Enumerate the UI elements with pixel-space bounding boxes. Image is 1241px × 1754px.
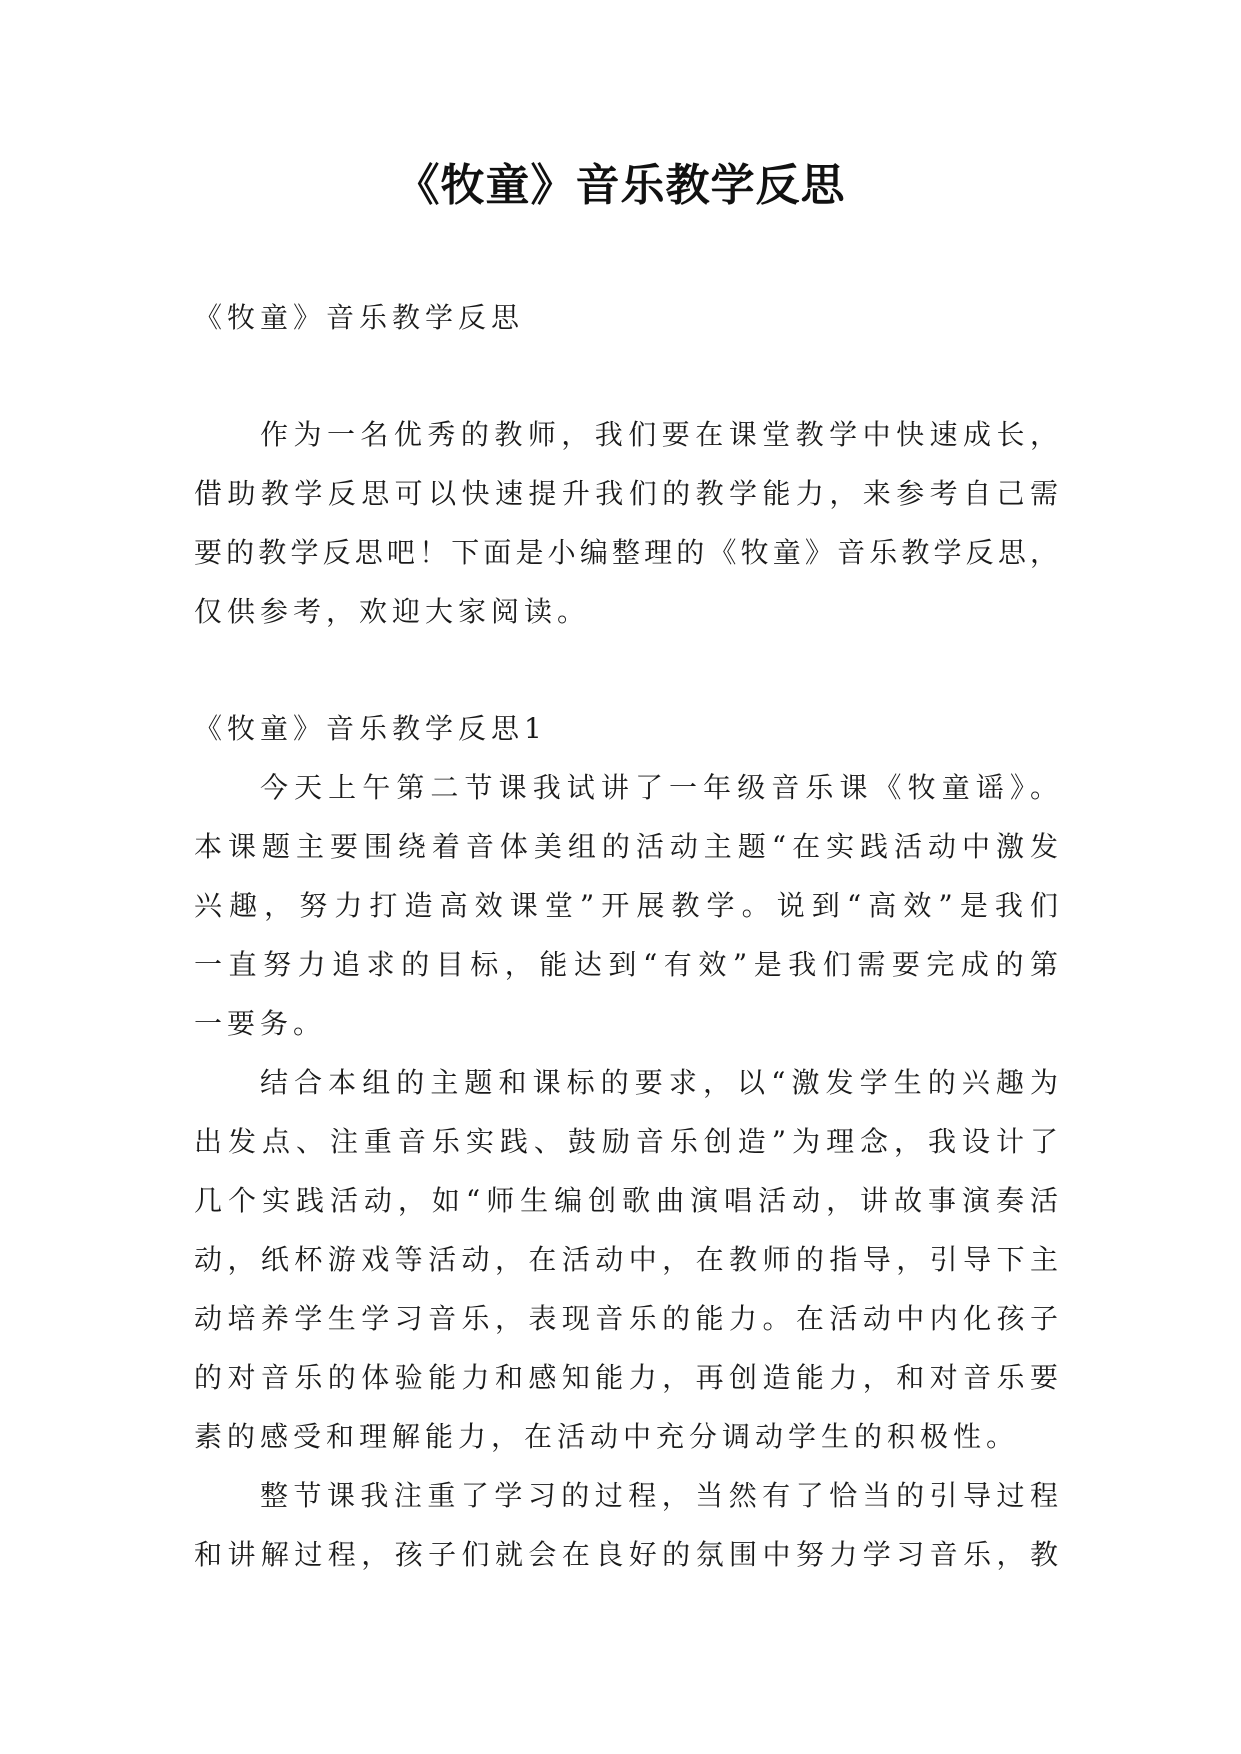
paragraph-line: 要的教学反思吧！下面是小编整理的《牧童》音乐教学反思， — [194, 536, 1058, 569]
document-body — [194, 699, 1058, 1584]
paragraph-line: 动培养学生学习音乐，表现音乐的能力。在活动中内化孩子 — [194, 1302, 1058, 1335]
intro-paragraph — [194, 405, 1058, 641]
paragraph-line: 一要务。 — [194, 1007, 327, 1040]
paragraph-line: 本课题主要围绕着音体美组的活动主题“在实践活动中激发 — [194, 830, 1058, 863]
paragraph-line: 几个实践活动，如“师生编创歌曲演唱活动，讲故事演奏活 — [194, 1184, 1058, 1217]
section-heading: 《牧童》音乐教学反思1 — [194, 712, 547, 745]
document-subtitle-block — [194, 288, 1058, 347]
document-title: 《牧童》音乐教学反思 — [395, 160, 846, 211]
document-subtitle: 《牧童》音乐教学反思 — [194, 301, 525, 334]
paragraph-line: 今天上午第二节课我试讲了一年级音乐课《牧童谣》。 — [260, 771, 1058, 804]
paragraph-line: 仅供参考，欢迎大家阅读。 — [194, 595, 591, 628]
paragraph-line: 借助教学反思可以快速提升我们的教学能力，来参考自己需 — [194, 477, 1058, 510]
paragraph — [194, 1466, 1058, 1584]
paragraph-line: 出发点、注重音乐实践、鼓励音乐创造”为理念，我设计了 — [194, 1125, 1058, 1158]
paragraph — [194, 1053, 1058, 1466]
paragraph-line: 的对音乐的体验能力和感知能力，再创造能力，和对音乐要 — [194, 1361, 1058, 1394]
paragraph-line: 和讲解过程，孩子们就会在良好的氛围中努力学习音乐，教 — [194, 1538, 1058, 1571]
paragraph-line: 作为一名优秀的教师，我们要在课堂教学中快速成长， — [260, 418, 1058, 451]
paragraph-line: 整节课我注重了学习的过程，当然有了恰当的引导过程 — [260, 1479, 1058, 1512]
paragraph-line: 动，纸杯游戏等活动，在活动中，在教师的指导，引导下主 — [194, 1243, 1058, 1276]
paragraph-line: 结合本组的主题和课标的要求，以“激发学生的兴趣为 — [260, 1066, 1058, 1099]
paragraph-line: 素的感受和理解能力，在活动中充分调动学生的积极性。 — [194, 1420, 1020, 1453]
paragraph-line: 兴趣，努力打造高效课堂”开展教学。说到“高效”是我们 — [194, 889, 1058, 922]
paragraph-line: 一直努力追求的目标，能达到“有效”是我们需要完成的第 — [194, 948, 1058, 981]
paragraph — [194, 758, 1058, 1053]
